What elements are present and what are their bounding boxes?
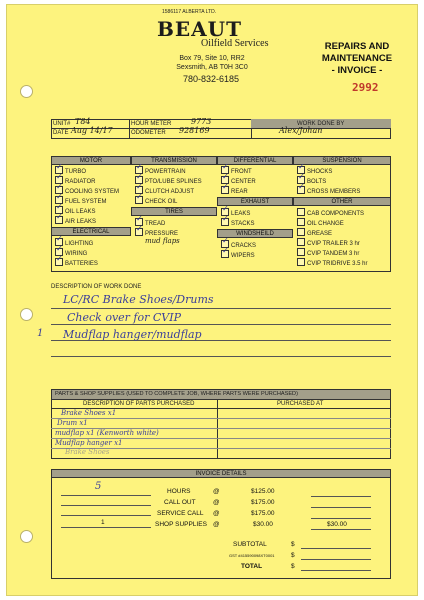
check-leaks[interactable]: ✓LEAKS xyxy=(221,208,250,216)
doc-title-3: - INVOICE - xyxy=(331,65,383,76)
check-front[interactable]: ✓FRONT xyxy=(221,166,252,174)
checkbox-icon[interactable] xyxy=(297,238,305,246)
part-item[interactable]: Brake Shoes xyxy=(65,448,110,456)
date-value[interactable]: Aug 14/17 xyxy=(71,126,113,135)
parts-col-purchased-at: PURCHASED AT xyxy=(277,401,324,407)
checkbox-icon[interactable] xyxy=(221,250,229,258)
doc-title-1: REPAIRS AND xyxy=(324,41,390,52)
hour-meter-label: HOUR METER xyxy=(131,121,172,127)
invoice-number: 2992 xyxy=(352,81,379,94)
part-item[interactable]: mudflap x1 (Kenworth white) xyxy=(55,429,159,437)
motor-header: MOTOR xyxy=(51,156,131,165)
check-pressure[interactable]: ✓PRESSURE xyxy=(135,228,178,236)
checkbox-icon[interactable] xyxy=(55,216,63,224)
call-out-rate: $175.00 xyxy=(251,499,275,506)
check-cvip-trailer[interactable]: CVIP TRAILER 3 hr xyxy=(297,238,360,246)
other-header: OTHER xyxy=(293,197,391,206)
checkbox-icon[interactable] xyxy=(221,186,229,194)
check-clutch-adjust[interactable]: ✓CLUTCH ADJUST xyxy=(135,186,194,194)
odometer-value[interactable]: 928169 xyxy=(179,126,210,135)
checkbox-icon[interactable] xyxy=(297,186,305,194)
checkbox-icon[interactable] xyxy=(297,258,305,266)
check-wipers[interactable]: ✓WIPERS xyxy=(221,250,255,258)
service-call-rate: $175.00 xyxy=(251,510,275,517)
check-cvip-tandem[interactable]: CVIP TANDEM 3 hr xyxy=(297,248,359,256)
checkbox-icon[interactable] xyxy=(297,228,305,236)
gst-currency: $ xyxy=(291,552,295,559)
shop-supplies-total: $30.00 xyxy=(327,521,347,528)
check-cab-components[interactable]: CAB COMPONENTS xyxy=(297,208,364,216)
at-sign: @ xyxy=(213,521,220,528)
punch-hole xyxy=(20,530,33,543)
total-currency: $ xyxy=(291,563,295,570)
check-batteries[interactable]: ✓BATTERIES xyxy=(55,258,98,266)
address-line-1: Box 79, Site 10, RR2 xyxy=(179,55,245,62)
hours-rate: $125.00 xyxy=(251,488,275,495)
check-stacks[interactable]: ✓STACKS xyxy=(221,218,255,226)
subtotal-label: SUBTOTAL xyxy=(233,541,267,548)
hours-label: HOURS xyxy=(167,488,191,495)
work-line-3-prefix: 1 xyxy=(37,328,44,339)
check-lighting[interactable]: ✓LIGHTING xyxy=(55,238,93,246)
work-done-by-value[interactable]: Alex/Johan xyxy=(279,126,323,135)
invoice-sheet xyxy=(6,4,418,596)
unit-label: UNIT# xyxy=(53,121,71,127)
check-powertrain[interactable]: ✓POWERTRAIN xyxy=(135,166,186,174)
checkbox-icon[interactable] xyxy=(297,208,305,216)
shop-supplies-rate: $30.00 xyxy=(253,521,273,528)
check-fuel-system[interactable]: ✓FUEL SYSTEM xyxy=(55,196,106,204)
check-cracks[interactable]: ✓CRACKS xyxy=(221,240,256,248)
electrical-header: ELECTRICAL xyxy=(51,227,131,236)
company-logo: BEAUT xyxy=(157,17,242,41)
work-line-3[interactable]: Mudflap hanger/mudflap xyxy=(63,328,202,341)
company-registration: 1586117 ALBERTA LTD. xyxy=(162,9,217,15)
check-cvip-tridrive[interactable]: CVIP TRIDRIVE 3.5 hr xyxy=(297,258,367,266)
differential-header: DIFFERENTIAL xyxy=(217,156,293,165)
check-cooling-system[interactable]: ✓COOLING SYSTEM xyxy=(55,186,119,194)
check-oil-leaks[interactable]: ✓OIL LEAKS xyxy=(55,206,95,214)
check-center[interactable]: ✓CENTER xyxy=(221,176,256,184)
address-line-2: Sexsmith, AB T0H 3C0 xyxy=(176,64,248,71)
checkbox-icon[interactable] xyxy=(221,218,229,226)
tires-handwritten-note: mud flaps xyxy=(145,237,180,245)
shop-supplies-label: SHOP SUPPLIES xyxy=(155,521,207,528)
service-call-label: SERVICE CALL xyxy=(157,510,204,517)
punch-hole xyxy=(20,85,33,98)
work-line-1[interactable]: LC/RC Brake Shoes/Drums xyxy=(63,293,214,306)
at-sign: @ xyxy=(213,510,220,517)
checkbox-icon[interactable] xyxy=(135,196,143,204)
suspension-header: SUSPENSION xyxy=(293,156,391,165)
at-sign: @ xyxy=(213,488,220,495)
subtotal-currency: $ xyxy=(291,541,295,548)
check-check-oil[interactable]: ✓CHECK OIL xyxy=(135,196,177,204)
checkbox-icon[interactable] xyxy=(297,248,305,256)
hour-meter-value[interactable]: 9773 xyxy=(191,117,212,126)
part-item[interactable]: Mudflap hanger x1 xyxy=(55,439,123,447)
check-cross-members[interactable]: ✓CROSS MEMBERS xyxy=(297,186,360,194)
transmission-header: TRANSMISSION xyxy=(131,156,217,165)
checkbox-icon[interactable] xyxy=(55,258,63,266)
odometer-label: ODOMETER xyxy=(131,130,166,136)
parts-header: PARTS & SHOP SUPPLIES (USED TO COMPLETE JOB, WHERE PARTS WERE PURCHASED) xyxy=(55,391,298,397)
punch-hole xyxy=(20,308,33,321)
part-item[interactable]: Drum x1 xyxy=(57,419,88,427)
check-grease[interactable]: GREASE xyxy=(297,228,332,236)
tires-header: TIRES xyxy=(131,207,217,216)
part-item[interactable]: Brake Shoes x1 xyxy=(61,409,117,417)
call-out-label: CALL OUT xyxy=(164,499,196,506)
invoice-details-header: INVOICE DETAILS xyxy=(51,469,391,478)
work-done-by-label: WORK DONE BY xyxy=(297,121,345,127)
at-sign: @ xyxy=(213,499,220,506)
work-line-2[interactable]: Check over for CVIP xyxy=(67,311,181,324)
check-tread[interactable]: ✓TREAD xyxy=(135,218,165,226)
check-radiator[interactable]: ✓RADIATOR xyxy=(55,176,95,184)
windshield-header: WINDSHEILD xyxy=(217,229,293,238)
shop-supplies-qty[interactable]: 1 xyxy=(101,519,105,526)
exhaust-header: EXHAUST xyxy=(217,197,293,206)
date-label: DATE xyxy=(53,130,69,136)
unit-value[interactable]: T84 xyxy=(75,117,91,126)
check-oil-change[interactable]: OIL CHANGE xyxy=(297,218,344,226)
hours-qty[interactable]: 5 xyxy=(95,481,102,492)
check-pto-lube-splines[interactable]: ✓PTO/LUBE SPLINES xyxy=(135,176,202,184)
check-wiring[interactable]: ✓WIRING xyxy=(55,248,87,256)
check-turbo[interactable]: ✓TURBO xyxy=(55,166,86,174)
parts-col-description: DESCRIPTION OF PARTS PURCHASED xyxy=(83,401,195,407)
check-bolts[interactable]: ✓BOLTS xyxy=(297,176,326,184)
checkbox-icon[interactable] xyxy=(135,228,143,236)
check-air-leaks[interactable]: ✓AIR LEAKS xyxy=(55,216,96,224)
check-shocks[interactable]: ✓SHOCKS xyxy=(297,166,332,174)
company-subtitle: Oilfield Services xyxy=(201,38,269,49)
gst-label: GST #415590098XT0001 xyxy=(229,553,275,558)
checkbox-icon[interactable] xyxy=(297,218,305,226)
total-label: TOTAL xyxy=(241,563,263,570)
phone-number: 780-832-6185 xyxy=(183,74,240,84)
check-rear[interactable]: ✓REAR xyxy=(221,186,248,194)
work-description-label: DESCRIPTION OF WORK DONE xyxy=(51,284,142,290)
doc-title-2: MAINTENANCE xyxy=(321,53,393,64)
